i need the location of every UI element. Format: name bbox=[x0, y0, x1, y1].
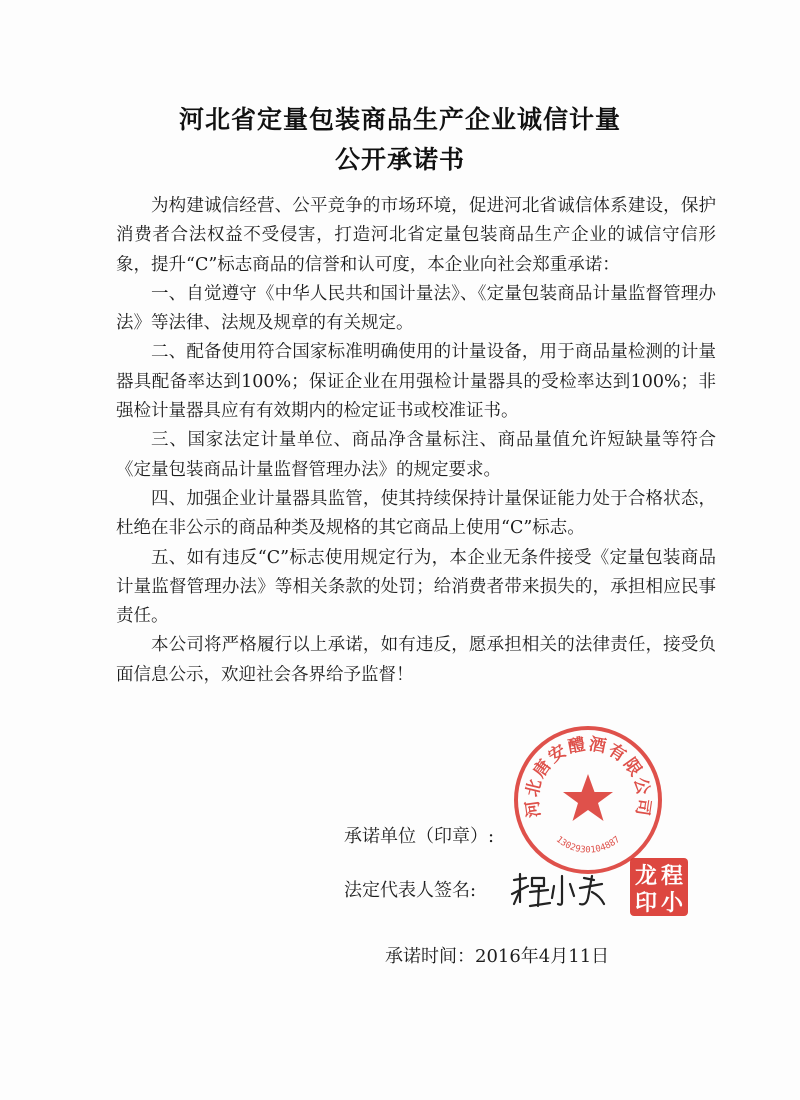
document-title-line2: 公开承诺书 bbox=[334, 145, 465, 174]
paragraph-intro: 为构建诚信经营、公平竞争的市场环境，促进河北省诚信体系建设，保护消费者合法权益不受侵害，打造河北省定量包装商品生产企业的诚信守信形象，提升“C”标志商品的信誉和认可度，本企业向社会郑重承诺： bbox=[116, 196, 716, 275]
paragraph-closing: 本公司将严格履行以上承诺，如有违反，愿承担相关的法律责任，接受负面信息公示，欢迎社会各界给予监督！ bbox=[116, 635, 716, 685]
svg-text:河北唐安醴酒有限公司: 河北唐安醴酒有限公司 bbox=[522, 734, 654, 819]
paragraph-item-5: 五、如有违反“C”标志使用规定行为，本企业无条件接受《定量包装商品计量监督管理办法》等相关条款的处罚；给消费者带来损失的，承担相应民事责任。 bbox=[116, 547, 716, 627]
paragraph-item-4: 四、加强企业计量器具监管，使其持续保持计量保证能力处于合格状态，杜绝在非公示的商品种类及规格的其它商品上使用“C”标志。 bbox=[116, 488, 716, 539]
svg-text:小: 小 bbox=[660, 891, 684, 916]
paragraph-item-3: 三、国家法定计量单位、商品净含量标注、商品量值允许短缺量等符合《定量包装商品计量监督管理办法》的规定要求。 bbox=[116, 430, 716, 480]
unit-seal-label: 承诺单位（印章）: bbox=[344, 826, 495, 847]
svg-text:程: 程 bbox=[660, 864, 684, 889]
svg-text:1302930104887: 1302930104887 bbox=[553, 834, 623, 856]
company-seal-stamp bbox=[510, 722, 666, 878]
commitment-date: 承诺时间：2016年4月11日 bbox=[385, 946, 610, 967]
paragraph-item-2: 二、配备使用符合国家标准明确使用的计量设备，用于商品量检测的计量器具配备率达到100%；保证企业在用强检计量器具的受检率达到100%；非强检计量器具应有有效期内的检定证书或校准证书。 bbox=[116, 342, 716, 422]
document-body bbox=[116, 192, 716, 690]
legal-rep-label: 法定代表人签名: bbox=[344, 880, 477, 901]
svg-text:龙: 龙 bbox=[634, 864, 658, 889]
legal-rep-name-stamp bbox=[628, 856, 690, 918]
svg-text:印: 印 bbox=[634, 891, 658, 916]
handwritten-signature bbox=[508, 866, 608, 912]
document-title-line1: 河北省定量包装商品生产企业诚信计量 bbox=[178, 105, 621, 134]
paragraph-item-1: 一、自觉遵守《中华人民共和国计量法》、《定量包装商品计量监督管理办法》等法律、法规及规章的有关规定。 bbox=[116, 283, 716, 334]
